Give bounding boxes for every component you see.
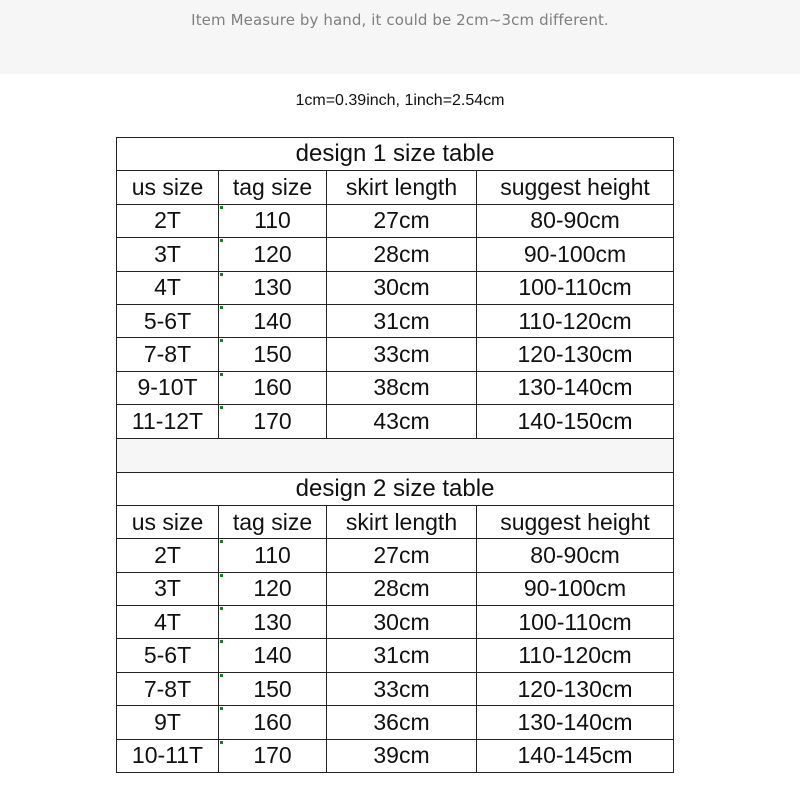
- us-size-cell: 9T: [117, 706, 219, 739]
- tag-size-cell: 160: [219, 706, 327, 739]
- design-1-header-row: [117, 171, 674, 204]
- header-suggest-height: suggest height: [477, 505, 674, 538]
- tag-size-cell: 120: [219, 572, 327, 605]
- us-size-cell: 11-12T: [117, 405, 219, 438]
- us-size-cell: 2T: [117, 204, 219, 237]
- skirt-length-cell: 30cm: [327, 606, 477, 639]
- table-row: [117, 271, 674, 304]
- tag-size-cell: 140: [219, 304, 327, 337]
- table-row: [117, 739, 674, 772]
- table-row: [117, 405, 674, 438]
- header-tag-size: tag size: [219, 171, 327, 204]
- table-spacer: [117, 438, 674, 472]
- tag-size-cell: 170: [219, 739, 327, 772]
- suggest-height-cell: 110-120cm: [477, 304, 674, 337]
- header-tag-size: tag size: [219, 505, 327, 538]
- table-row: [117, 706, 674, 739]
- tag-size-cell: 170: [219, 405, 327, 438]
- suggest-height-cell: 140-150cm: [477, 405, 674, 438]
- header-skirt-length: skirt length: [327, 505, 477, 538]
- suggest-height-cell: 130-140cm: [477, 371, 674, 404]
- tag-size-cell: 140: [219, 639, 327, 672]
- measurement-note: Item Measure by hand, it could be 2cm~3cm different.: [191, 11, 609, 29]
- skirt-length-cell: 30cm: [327, 271, 477, 304]
- tag-size-cell: 110: [219, 204, 327, 237]
- skirt-length-cell: 38cm: [327, 371, 477, 404]
- table-row: [117, 371, 674, 404]
- design-1-title-row: [117, 138, 674, 171]
- header-us-size: us size: [117, 171, 219, 204]
- table-row: [117, 539, 674, 572]
- header-suggest-height: suggest height: [477, 171, 674, 204]
- us-size-cell: 9-10T: [117, 371, 219, 404]
- skirt-length-cell: 28cm: [327, 572, 477, 605]
- table-row: [117, 238, 674, 271]
- us-size-cell: 3T: [117, 238, 219, 271]
- suggest-height-cell: 80-90cm: [477, 204, 674, 237]
- header-us-size: us size: [117, 505, 219, 538]
- table-row: [117, 639, 674, 672]
- suggest-height-cell: 100-110cm: [477, 606, 674, 639]
- skirt-length-cell: 31cm: [327, 304, 477, 337]
- suggest-height-cell: 90-100cm: [477, 238, 674, 271]
- table-row: [117, 672, 674, 705]
- suggest-height-cell: 100-110cm: [477, 271, 674, 304]
- header-skirt-length: skirt length: [327, 171, 477, 204]
- suggest-height-cell: 120-130cm: [477, 338, 674, 371]
- skirt-length-cell: 39cm: [327, 739, 477, 772]
- tag-size-cell: 150: [219, 672, 327, 705]
- tag-size-cell: 160: [219, 371, 327, 404]
- table-row: [117, 338, 674, 371]
- suggest-height-cell: 120-130cm: [477, 672, 674, 705]
- us-size-cell: 4T: [117, 271, 219, 304]
- skirt-length-cell: 33cm: [327, 672, 477, 705]
- us-size-cell: 7-8T: [117, 338, 219, 371]
- design-1-title: design 1 size table: [117, 138, 674, 171]
- suggest-height-cell: 140-145cm: [477, 739, 674, 772]
- us-size-cell: 5-6T: [117, 639, 219, 672]
- suggest-height-cell: 130-140cm: [477, 706, 674, 739]
- skirt-length-cell: 33cm: [327, 338, 477, 371]
- design-2-header-row: [117, 505, 674, 538]
- skirt-length-cell: 28cm: [327, 238, 477, 271]
- suggest-height-cell: 80-90cm: [477, 539, 674, 572]
- table-row: [117, 572, 674, 605]
- us-size-cell: 2T: [117, 539, 219, 572]
- suggest-height-cell: 90-100cm: [477, 572, 674, 605]
- skirt-length-cell: 36cm: [327, 706, 477, 739]
- tag-size-cell: 130: [219, 606, 327, 639]
- tag-size-cell: 150: [219, 338, 327, 371]
- table-row: [117, 304, 674, 337]
- us-size-cell: 3T: [117, 572, 219, 605]
- unit-conversion: 1cm=0.39inch, 1inch=2.54cm: [295, 92, 505, 109]
- tag-size-cell: 110: [219, 539, 327, 572]
- us-size-cell: 7-8T: [117, 672, 219, 705]
- us-size-cell: 10-11T: [117, 739, 219, 772]
- us-size-cell: 5-6T: [117, 304, 219, 337]
- skirt-length-cell: 43cm: [327, 405, 477, 438]
- us-size-cell: 4T: [117, 606, 219, 639]
- skirt-length-cell: 31cm: [327, 639, 477, 672]
- tag-size-cell: 120: [219, 238, 327, 271]
- suggest-height-cell: 110-120cm: [477, 639, 674, 672]
- skirt-length-cell: 27cm: [327, 539, 477, 572]
- tag-size-cell: 130: [219, 271, 327, 304]
- skirt-length-cell: 27cm: [327, 204, 477, 237]
- design-2-title-row: [117, 472, 674, 505]
- table-spacer-row: [117, 438, 674, 472]
- size-table: [116, 137, 674, 773]
- design-2-title: design 2 size table: [117, 472, 674, 505]
- table-row: [117, 204, 674, 237]
- table-row: [117, 606, 674, 639]
